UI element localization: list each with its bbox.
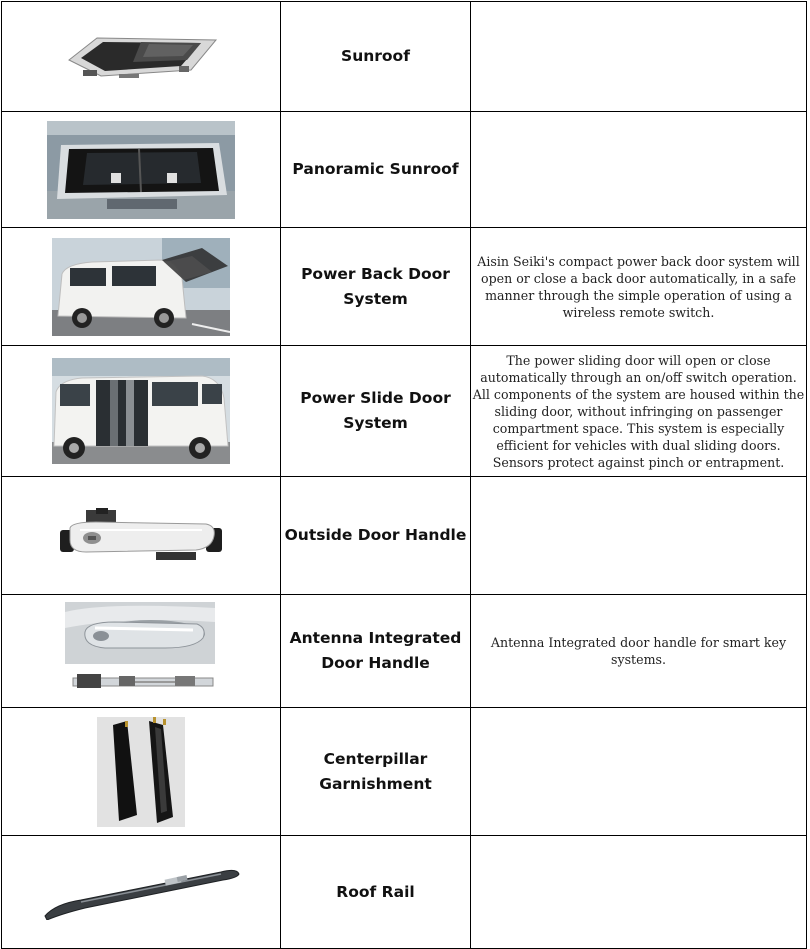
product-name: Sunroof — [281, 2, 471, 112]
product-description — [471, 112, 807, 228]
product-image-cell — [2, 2, 281, 112]
product-image-cell — [2, 346, 281, 477]
product-image-cell — [2, 477, 281, 595]
door-handle-image — [56, 508, 226, 564]
roof-rail-image — [41, 864, 241, 920]
table-row — [2, 836, 807, 949]
product-description — [471, 2, 807, 112]
product-description — [471, 836, 807, 949]
table-row — [2, 346, 807, 477]
product-name: Centerpillar Garnishment — [281, 708, 471, 836]
antenna-door-handle-image — [65, 602, 217, 700]
product-name: Power Back Door System — [281, 228, 471, 346]
product-description — [471, 708, 807, 836]
power-back-door-image — [52, 238, 230, 336]
product-description: Antenna Integrated door handle for smart key systems. — [471, 595, 807, 708]
product-name: Panoramic Sunroof — [281, 112, 471, 228]
product-name: Antenna Integrated Door Handle — [281, 595, 471, 708]
table-row — [2, 2, 807, 112]
product-name: Power Slide Door System — [281, 346, 471, 477]
product-image-cell — [2, 112, 281, 228]
product-image-cell — [2, 595, 281, 708]
product-description — [471, 477, 807, 595]
power-slide-door-image — [52, 358, 230, 464]
product-image-cell — [2, 228, 281, 346]
product-name: Roof Rail — [281, 836, 471, 949]
table-row — [2, 708, 807, 836]
product-description: Aisin Seiki's compact power back door system will open or close a back door automatically, in a safe manner through the simple operation of using a wireless remote switch. — [471, 228, 807, 346]
product-image-cell — [2, 708, 281, 836]
sunroof-image — [61, 32, 221, 82]
product-description: The power sliding door will open or close automatically through an on/off switch operation. All components of the system are housed within the sliding door, without infringing on passenger compartment space. This system is especially efficient for vehicles with dual sliding doors. Sensors protect against pinch or entrapment. — [471, 346, 807, 477]
table-row — [2, 595, 807, 708]
centerpillar-garnish-image — [97, 717, 185, 827]
table-row — [2, 112, 807, 228]
table-row — [2, 477, 807, 595]
table-row — [2, 228, 807, 346]
panoramic-sunroof-image — [47, 121, 235, 219]
product-name: Outside Door Handle — [281, 477, 471, 595]
product-image-cell — [2, 836, 281, 949]
product-table — [1, 1, 807, 949]
